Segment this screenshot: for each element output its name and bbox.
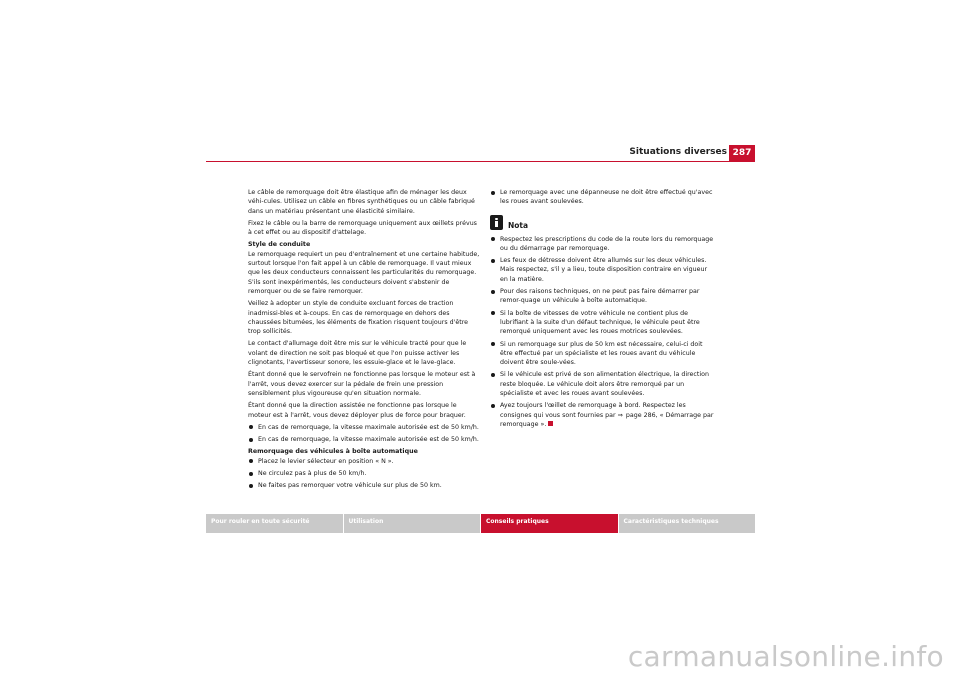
list-item: Les feux de détresse doivent être allumés sur les deux véhicules. Mais respectez, s'il y a lieu, toute disposition contraire en vigueur en la matière.	[490, 256, 716, 284]
paragraph: Étant donné que le servofrein ne fonctionne pas lorsque le moteur est à l'arrêt, vous devez exercer sur la pédale de frein une pression sensiblement plus vigoureuse qu'en situation normale.	[248, 371, 476, 397]
right-column	[490, 188, 716, 432]
section-title: Situations diverses	[629, 147, 727, 157]
page-number: 287	[729, 145, 755, 161]
list-item: Le remorquage avec une dépanneuse ne doit être effectué qu'avec les roues avant soulevées.	[490, 188, 716, 207]
footer-nav	[206, 514, 755, 533]
arrow-icon: ⇒	[617, 411, 623, 419]
paragraph: Veillez à adopter un style de conduite excluant forces de traction inadmissi-bles et à-coups. En cas de remorquage en dehors des chaussées bitumées, les éléments de fixation risquent toujours d'être trop sollicités.	[248, 300, 469, 336]
list-item: Ne faites pas remorquer votre véhicule sur plus de 50 km.	[248, 481, 481, 490]
section-heading: Style de conduite	[248, 241, 311, 249]
list-item: Si un remorquage sur plus de 50 km est nécessaire, celui-ci doit être effectué par un spécialiste et les roues avant du véhicule doivent être soule-vées.	[490, 340, 716, 368]
note-label: Nota	[508, 220, 529, 230]
tab-practical-tips[interactable]: Conseils pratiques	[481, 514, 618, 533]
paragraph: Fixez le câble ou la barre de remorquage uniquement aux œillets prévus à cet effet ou au dispositif d'attelage.	[248, 219, 477, 237]
tab-technical-specs[interactable]: Caractéristiques techniques	[619, 514, 756, 533]
paragraph: Le câble de remorquage doit être élastique afin de ménager les deux véhi-cules. Utilisez un câble en fibres synthétiques ou un câble fabriqué dans un matériau présentant une élasticité similaire.	[248, 189, 475, 215]
list-item: Respectez les prescriptions du code de la route lors du remorquage ou du démarrage par remorquage.	[490, 235, 716, 254]
list-item: Si la boîte de vitesses de votre véhicule ne contient plus de lubrifiant à la suite d'un défaut technique, le véhicule peut être remorqué uniquement avec les roues motrices soulevées.	[490, 309, 716, 337]
note-header	[490, 215, 716, 230]
info-icon	[490, 215, 503, 230]
list-item: En cas de remorquage, la vitesse maximale autorisée est de 50 km/h.	[248, 435, 481, 444]
list-item-text: Ayez toujours l'œillet de remorquage à bord. Respectez les consignes qui vous sont fournies par	[500, 402, 686, 419]
list-item: Placez le levier sélecteur en position « N ».	[248, 457, 481, 466]
end-marker-icon	[548, 421, 553, 426]
paragraph: Le remorquage requiert un peu d'entraînement et une certaine habitude, surtout lorsque l'on fait appel à un câble de remorquage. Il vaut mieux que les deux conducteurs connaissent les particularités du remorquage. S'ils sont inexpérimentés, les conducteurs doivent s'abstenir de remorquer ou de se faire remorquer.	[248, 250, 480, 295]
watermark: carmanualsonline.info	[627, 640, 944, 673]
page-header	[206, 145, 755, 162]
list-item: Pour des raisons techniques, on ne peut pas faire démarrer par remor-quage un véhicule à boîte automatique.	[490, 287, 716, 306]
paragraph: Le contact d'allumage doit être mis sur le véhicule tracté pour que le volant de direction ne soit pas bloqué et que l'on puisse activer les clignotants, l'avertisseur sonore, les essuie-glace et le lave-glace.	[248, 340, 467, 367]
paragraph: Étant donné que la direction assistée ne fonctionne pas lorsque le moteur est à l'arrêt, vous devez déployer plus de force pour braquer.	[248, 402, 466, 419]
tab-safety[interactable]: Pour rouler en toute sécurité	[206, 514, 343, 533]
list-item: Ne circulez pas à plus de 50 km/h.	[248, 469, 481, 478]
section-heading: Remorquage des véhicules à boîte automatique	[248, 448, 418, 456]
tab-operation[interactable]: Utilisation	[344, 514, 481, 533]
left-column	[248, 188, 481, 494]
list-item	[490, 401, 716, 429]
list-item: En cas de remorquage, la vitesse maximale autorisée est de 50 km/h.	[248, 423, 481, 432]
page-reference-link[interactable]: page 286, « Démarrage par remorquage ».	[500, 411, 714, 428]
list-item: Si le véhicule est privé de son alimentation électrique, la direction reste bloquée. Le véhicule doit alors être remorqué par un spécialiste et avec les roues avant soulevées.	[490, 370, 716, 398]
